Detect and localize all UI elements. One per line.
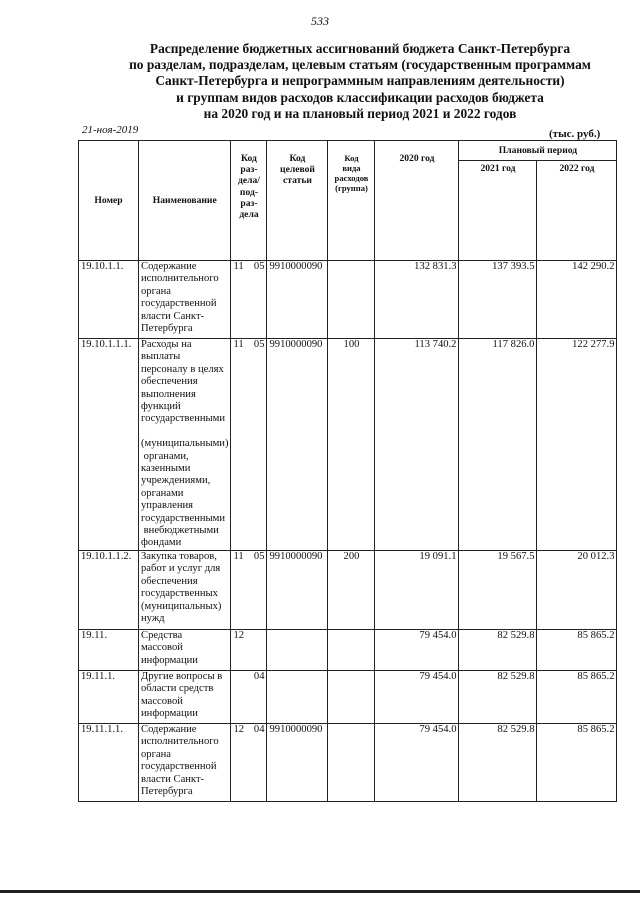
razdel-code: 12: [233, 724, 245, 735]
cell-2021: 117 826.0: [459, 339, 537, 551]
cell-razdel: [231, 630, 267, 671]
cell-razdel: [231, 724, 267, 802]
header-target-line: целевой: [280, 164, 315, 176]
podrazdel-code: 04: [253, 671, 265, 682]
cell-name-line: фондами: [141, 537, 182, 549]
cell-2020: 79 454.0: [375, 724, 459, 802]
cell-number: 19.11.1.: [79, 671, 139, 724]
cell-name-line: государственной: [141, 761, 217, 773]
cell-name-line: органа: [141, 285, 172, 297]
cell-2020: 113 740.2: [375, 339, 459, 551]
bottom-rule: [0, 890, 640, 893]
table-row: [79, 551, 617, 630]
cell-2021: 82 529.8: [459, 671, 537, 724]
header-2022: 2022 год: [537, 161, 617, 261]
header-2021: 2021 год: [459, 161, 537, 261]
cell-2020: 19 091.1: [375, 551, 459, 630]
cell-name-line: Содержание: [141, 261, 197, 272]
cell-2022: 85 865.2: [537, 724, 617, 802]
cell-name-line: (муниципальных): [141, 600, 222, 612]
header-plan-period: Плановый период: [459, 141, 617, 161]
header-number: Номер: [79, 141, 139, 261]
header-target-line: статьи: [283, 175, 312, 187]
header-vid-line: Код: [344, 153, 359, 163]
cell-name-line: Закупка товаров,: [141, 551, 217, 562]
cell-2022: 122 277.9: [537, 339, 617, 551]
table-body: [79, 261, 617, 802]
header-razdel-line: дела/: [238, 175, 260, 187]
cell-2020: 79 454.0: [375, 630, 459, 671]
cell-name-line: государственной: [141, 298, 217, 310]
cell-number: 19.10.1.1.1.: [79, 339, 139, 551]
cell-2021: 82 529.8: [459, 630, 537, 671]
document-date: 21-ноя-2019: [82, 124, 139, 136]
header-razdel-line: раз-: [240, 164, 258, 176]
page-number: 533: [311, 14, 329, 28]
header-2020: 2020 год: [375, 141, 459, 261]
cell-name: [139, 551, 231, 630]
cell-name-line: функций: [141, 401, 181, 413]
cell-name-line: власти Санкт-: [141, 773, 205, 785]
razdel-code: 11: [233, 551, 244, 562]
cell-name-line: массовой: [141, 642, 183, 654]
cell-name-line: персоналу в целях: [141, 363, 224, 375]
cell-2020: 132 831.3: [375, 261, 459, 339]
cell-target: 9910000090: [267, 551, 328, 630]
cell-razdel: [231, 339, 267, 551]
razdel-code: 11: [233, 339, 244, 350]
cell-name-line: государственными: [141, 413, 226, 425]
cell-2021: 19 567.5: [459, 551, 537, 630]
cell-name-line: государственными: [141, 512, 226, 524]
cell-name-line: Средства: [141, 630, 183, 641]
cell-vid: [328, 630, 375, 671]
table-row: [79, 339, 617, 551]
cell-name-line: Расходы на: [141, 339, 192, 350]
cell-target: 9910000090: [267, 724, 328, 802]
cell-name-line: власти Санкт-: [141, 310, 205, 322]
cell-name-line: информации: [141, 654, 198, 666]
cell-number: 19.10.1.1.2.: [79, 551, 139, 630]
header-razdel-line: раз-: [240, 197, 258, 209]
cell-name: [139, 724, 231, 802]
cell-target: [267, 671, 328, 724]
cell-name-line: Содержание: [141, 724, 197, 735]
title-line: и группам видов расходов классификации расходов бюджета: [176, 89, 544, 105]
cell-vid: 100: [328, 339, 375, 551]
podrazdel-code: 05: [253, 339, 265, 350]
document-title: [100, 41, 620, 122]
table-row: [79, 724, 617, 802]
cell-name-line: нужд: [141, 613, 165, 625]
cell-target: 9910000090: [267, 261, 328, 339]
title-line: Распределение бюджетных ассигнований бюджета Санкт-Петербурга: [149, 41, 571, 56]
cell-name-line: (муниципальными): [141, 438, 229, 450]
header-vid-line: расходов: [334, 173, 369, 183]
header-razdel-line: Код: [241, 153, 257, 164]
table-row: [79, 671, 617, 724]
table-row: [79, 261, 617, 339]
cell-number: 19.10.1.1.: [79, 261, 139, 339]
cell-name: [139, 261, 231, 339]
header-vid-line: (группа): [335, 183, 368, 193]
cell-name-line: массовой: [141, 695, 183, 707]
header-target: [267, 141, 328, 261]
cell-name-line: информации: [141, 708, 198, 720]
budget-table: [78, 140, 617, 802]
table-header: [79, 141, 617, 261]
cell-name-line: Петербурга: [141, 786, 193, 798]
cell-name-line: управления: [141, 500, 194, 512]
cell-name: [139, 630, 231, 671]
cell-name-line: работ и услуг для: [141, 563, 221, 575]
cell-name-line: органами,: [141, 450, 189, 462]
razdel-code: 11: [233, 261, 244, 272]
cell-2022: 142 290.2: [537, 261, 617, 339]
cell-name-line: государственных: [141, 588, 218, 600]
cell-name-line: внебюджетными: [141, 525, 219, 537]
cell-name-line: обеспечения: [141, 575, 198, 587]
cell-name-line: обеспечения: [141, 376, 198, 388]
cell-target: [267, 630, 328, 671]
cell-name-line: исполнительного: [141, 736, 219, 748]
cell-name-line: области средств: [141, 683, 214, 695]
cell-name-line: Петербурга: [141, 323, 193, 335]
cell-number: 19.11.: [79, 630, 139, 671]
title-line: на 2020 год и на плановый период 2021 и 2022 годов: [203, 105, 517, 121]
cell-2022: 20 012.3: [537, 551, 617, 630]
cell-2020: 79 454.0: [375, 671, 459, 724]
units-label: (тыс. руб.): [549, 128, 601, 140]
cell-name-line: учреждениями,: [141, 475, 211, 487]
header-name: Наименование: [139, 141, 231, 261]
cell-2022: 85 865.2: [537, 671, 617, 724]
cell-name-line: выплаты: [141, 351, 181, 363]
cell-razdel: [231, 671, 267, 724]
cell-razdel: [231, 551, 267, 630]
header-target-line: Код: [289, 153, 306, 164]
cell-vid: [328, 671, 375, 724]
cell-2021: 137 393.5: [459, 261, 537, 339]
cell-name-line: органа: [141, 748, 172, 760]
cell-2022: 85 865.2: [537, 630, 617, 671]
cell-name-line: органами: [141, 487, 184, 499]
title-line: по разделам, подразделам, целевым статьям (государственным программам: [129, 57, 591, 73]
cell-razdel: [231, 261, 267, 339]
cell-target: 9910000090: [267, 339, 328, 551]
cell-name-line: [141, 426, 228, 438]
cell-name-line: исполнительного: [141, 273, 219, 285]
header-razdel-line: под-: [239, 186, 259, 198]
cell-name-line: казенными: [141, 463, 191, 475]
header-razdel: [231, 141, 267, 261]
podrazdel-code: 04: [253, 724, 265, 735]
title-line: Санкт-Петербурга и непрограммным направлениям деятельности): [155, 73, 565, 89]
cell-2021: 82 529.8: [459, 724, 537, 802]
razdel-code: 12: [233, 630, 245, 641]
header-vid: [328, 141, 375, 261]
cell-name: [139, 339, 231, 551]
cell-name-line: Другие вопросы в: [141, 671, 223, 682]
cell-number: 19.11.1.1.: [79, 724, 139, 802]
cell-name: [139, 671, 231, 724]
cell-vid: [328, 724, 375, 802]
cell-vid: [328, 261, 375, 339]
podrazdel-code: 05: [253, 261, 265, 272]
header-vid-line: вида: [342, 163, 361, 173]
podrazdel-code: 05: [253, 551, 265, 562]
header-razdel-line: дела: [239, 209, 259, 221]
table-row: [79, 630, 617, 671]
cell-name-line: выполнения: [141, 388, 196, 400]
cell-vid: 200: [328, 551, 375, 630]
